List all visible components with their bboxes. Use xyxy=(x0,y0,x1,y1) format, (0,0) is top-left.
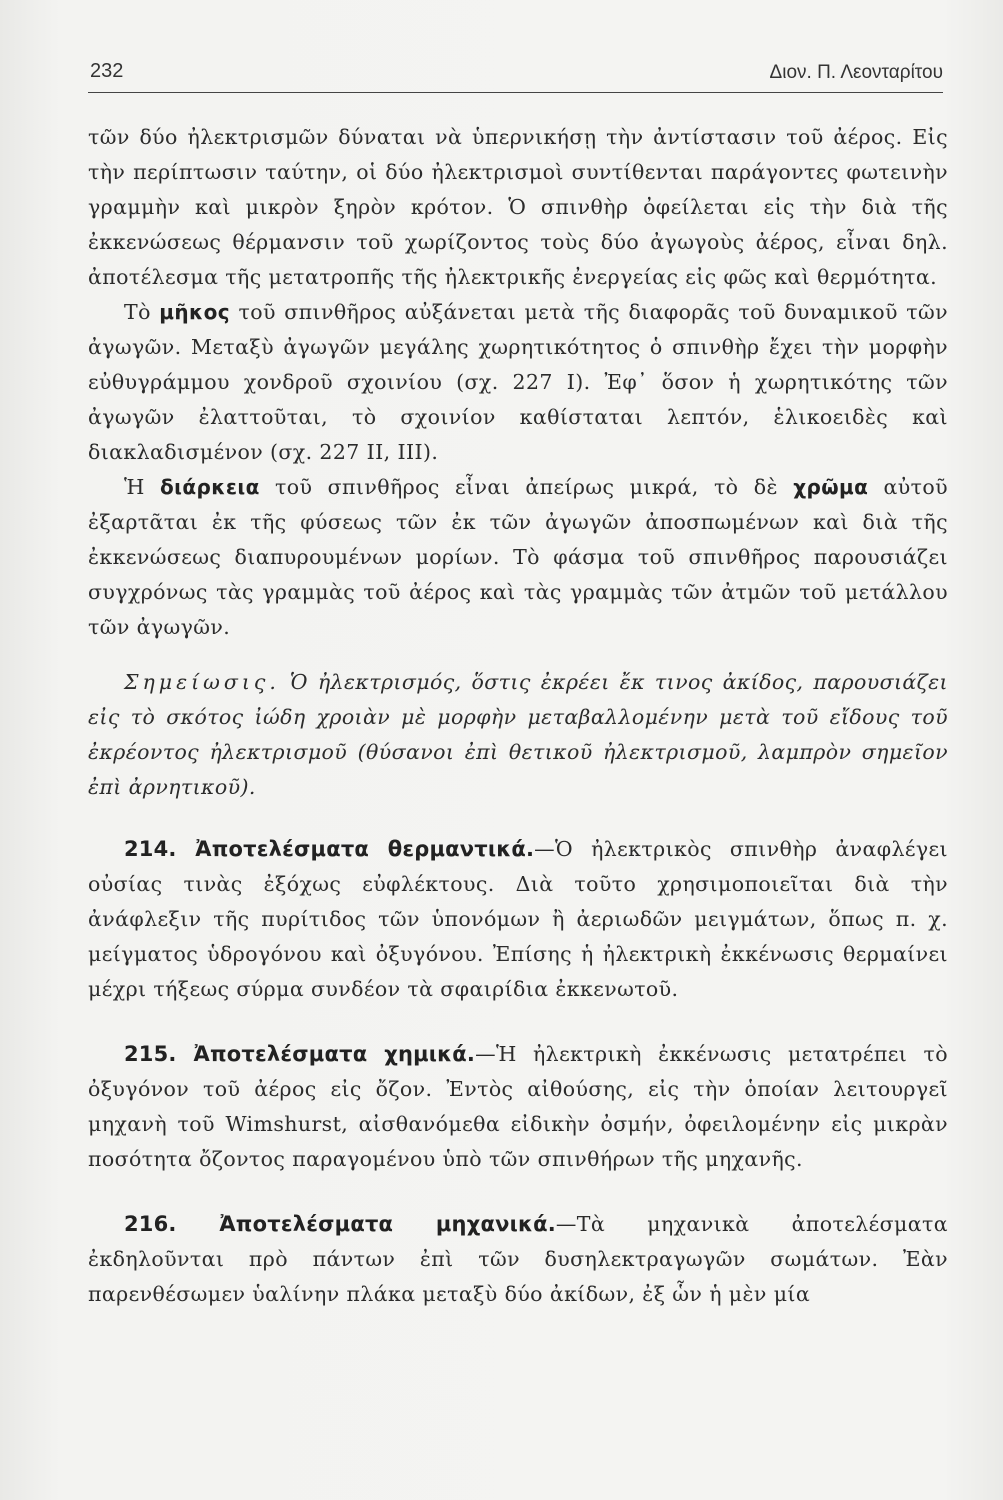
term-length: μῆκος xyxy=(159,300,231,324)
paragraph-text: τοῦ σπινθῆρος αὐξάνεται μετὰ τῆς διαφορᾶς τοῦ δυναμικοῦ τῶν ἀγωγῶν. Μεταξὺ ἀγωγῶν μεγάλης χωρητικότητος ὁ σπινθὴρ ἔχει τὴν μορφὴν εὐθυγράμμου χονδροῦ σχοινίου (σχ. 227 Ι). Ἐφ᾽ ὅσον ἡ χωρητικότης τῶν ἀγωγῶν ἐλαττοῦται, τὸ σχοινίον καθίσταται λεπτόν, ἑλικοειδὲς καὶ διακλαδισμένον (σχ. 227 ΙΙ, ΙΙΙ). xyxy=(88,300,948,464)
paragraph-spark-duration xyxy=(88,470,948,645)
section-215 xyxy=(88,1037,948,1177)
section-216 xyxy=(88,1207,948,1312)
note-text: Ὁ ἠλεκτρισμός, ὅστις ἐκρέει ἔκ τινος ἀκίδος, παρουσιάζει εἰς τὸ σκότος ἰώδη χροιὰν μὲ μορφὴν μεταβαλλομένην μετὰ τοῦ εἴδους τοῦ ἐκρέοντος ἠλεκτρισμοῦ (θύσανοι ἐπὶ θετικοῦ ἠλεκτρισμοῦ, λαμπρὸν σημεῖον ἐπὶ ἀρνητικοῦ). xyxy=(88,670,948,799)
page-header xyxy=(88,56,943,93)
paragraph-text: αὐτοῦ ἐξαρτᾶται ἐκ τῆς φύσεως τῶν ἐκ τῶν ἀγωγῶν ἀποσπωμένων καὶ διὰ τῆς ἐκκενώσεως διαπυρουμένων μορίων. Τὸ φάσμα τοῦ σπινθῆρος παρουσιάζει συγχρόνως τὰς γραμμὰς τοῦ ἀέρος καὶ τὰς γραμμὰς τῶν ἀτμῶν τοῦ μετάλλου τῶν ἀγωγῶν. xyxy=(88,475,949,639)
section-214 xyxy=(88,832,948,1007)
term-duration: διάρκεια xyxy=(160,475,260,499)
section-title: 214. Ἀποτελέσματα θερμαντικά. xyxy=(124,837,535,861)
paragraph-text: Ἡ xyxy=(124,475,161,499)
paragraph-spark-length xyxy=(88,295,948,470)
term-color: χρῶμα xyxy=(793,475,869,499)
section-text: —Τὰ μηχανικὰ ἀποτελέσματα ἐκδηλοῦνται πρὸ πάντων ἐπὶ τῶν δυσηλεκτραγωγῶν σωμάτων. Ἐὰν παρενθέσωμεν ὑαλίνην πλάκα μεταξὺ δύο ἀκίδων, ἐξ ὧν ἡ μὲν μία xyxy=(88,1212,949,1306)
note-label: Σημείωσις. xyxy=(124,670,280,694)
page-body xyxy=(88,120,948,1312)
paragraph-text: τοῦ σπινθῆρος εἶναι ἀπείρως μικρά, τὸ δὲ xyxy=(259,475,794,499)
paragraph-text: Τὸ xyxy=(124,300,160,324)
section-text: —Ὁ ἠλεκτρικὸς σπινθὴρ ἀναφλέγει οὐσίας τινὰς ἐξόχως εὐφλέκτους. Διὰ τοῦτο χρησιμοποιεῖται διὰ τὴν ἀνάφλεξιν τῆς πυρίτιδος τῶν ὑπονόμων ἢ ἀεριωδῶν μειγμάτων, ὅπως π. χ. μείγματος ὑδρογόνου καὶ ὀξυγόνου. Ἐπίσης ἡ ἠλεκτρικὴ ἐκκένωσις θερμαίνει μέχρι τήξεως σύρμα συνδέον τὰ σφαιρίδια ἐκκενωτοῦ. xyxy=(88,837,948,1001)
running-head: Διον. Π. Λεονταρίτου xyxy=(769,62,943,83)
page-number: 232 xyxy=(90,60,124,82)
section-title: 215. Ἀποτελέσματα χημικά. xyxy=(124,1042,476,1066)
paragraph-spark-intro: τῶν δύο ἠλεκτρισμῶν δύναται νὰ ὑπερνικήσῃ τὴν ἀντίστασιν τοῦ ἀέρος. Εἰς τὴν περίπτωσιν ταύτην, οἱ δύο ἠλεκτρισμοὶ συντίθενται παράγοντες φωτεινὴν γραμμὴν καὶ μικρὸν ξηρὸν κρότον. Ὁ σπινθὴρ ὀφείλεται εἰς τὴν διὰ τῆς ἐκκενώσεως θέρμανσιν τοῦ χωρίζοντος τοὺς δύο ἀγωγοὺς ἀέρος, εἶναι δηλ. ἀποτέλεσμα τῆς μετατροπῆς τῆς ἠλεκτρικῆς ἐνεργείας εἰς φῶς καὶ θερμότητα. xyxy=(88,125,948,289)
note-paragraph xyxy=(88,665,948,805)
section-text: —Ἡ ἠλεκτρικὴ ἐκκένωσις μετατρέπει τὸ ὀξυγόνον τοῦ ἀέρος εἰς ὄζον. Ἐντὸς αἰθούσης, εἰς τὴν ὁποίαν λειτουργεῖ μηχανὴ τοῦ Wimshurst, αἰσθανόμεθα εἰδικὴν ὀσμήν, ὀφειλομένην εἰς μικρὰν ποσότητα ὄζοντος παραγομένου ὑπὸ τῶν σπινθήρων τῆς μηχανῆς. xyxy=(88,1042,948,1171)
section-title: 216. Ἀποτελέσματα μηχανικά. xyxy=(124,1212,556,1236)
